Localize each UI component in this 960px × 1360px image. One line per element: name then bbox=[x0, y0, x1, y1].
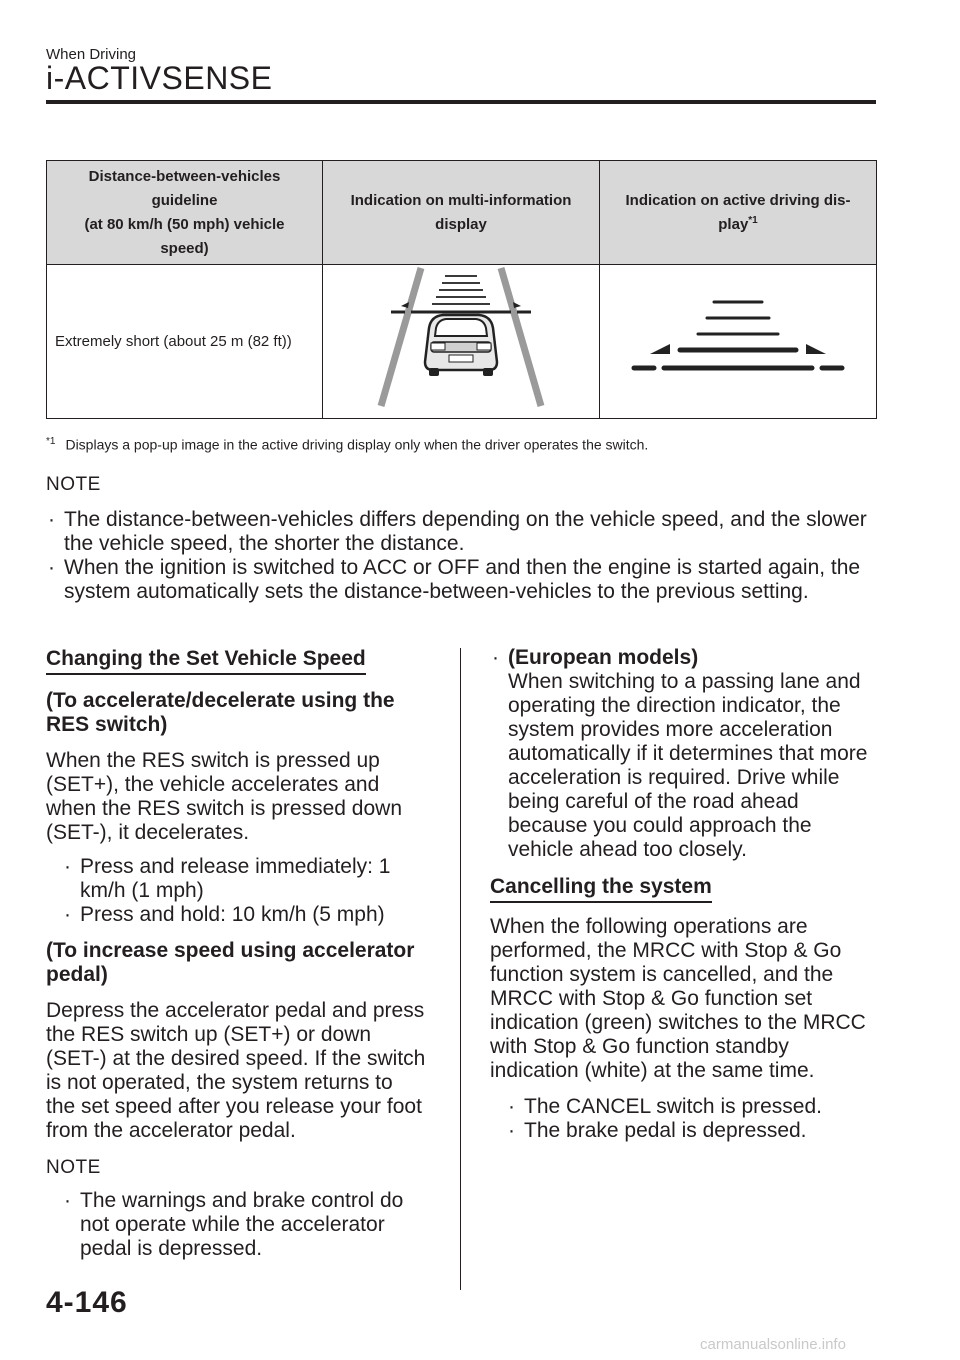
header-line: display bbox=[435, 215, 487, 233]
header-line: guideline bbox=[151, 191, 218, 209]
european-models-list bbox=[490, 646, 880, 862]
section-heading: Changing the Set Vehicle Speed bbox=[46, 646, 366, 675]
header-multi-info-display bbox=[323, 161, 600, 265]
right-column bbox=[490, 646, 880, 1143]
header-line-text: play bbox=[718, 215, 749, 233]
chapter-title: i-ACTIVSENSE bbox=[46, 60, 273, 96]
header-line bbox=[606, 213, 870, 237]
note-list bbox=[46, 1189, 426, 1261]
header-line: Indication on active driving dis- bbox=[625, 191, 851, 209]
sub-heading: (To increase speed using accelerator pedal) bbox=[46, 939, 415, 986]
distance-guideline-table bbox=[46, 160, 877, 419]
vehicle-rear-icon bbox=[425, 315, 497, 376]
watermark: carmanualsonline.info bbox=[700, 1336, 846, 1353]
paragraph: When switching to a passing lane and operating the direction indicator, the system provides more acceleration automatically if it determines that more acceleration is required. Drive while being careful of the road ahead because you could approach the vehicle ahead too closely. bbox=[508, 670, 868, 861]
footnote-text: Displays a pop-up image in the active driving display only when the driver operates the switch. bbox=[65, 436, 649, 453]
row-distance-label bbox=[47, 265, 323, 419]
footnote bbox=[46, 436, 886, 453]
header-line: Distance-between-vehicles bbox=[88, 167, 281, 185]
section-label: When Driving bbox=[46, 46, 137, 63]
header-line: (at 80 km/h (50 mph) vehicle bbox=[84, 215, 285, 233]
distance-label-text: Extremely short (about 25 m (82 ft)) bbox=[55, 332, 292, 350]
note-title: NOTE bbox=[46, 474, 101, 495]
list-item bbox=[490, 646, 880, 862]
list-item: · The CANCEL switch is pressed. bbox=[506, 1095, 880, 1119]
footnote-mark: *1 bbox=[46, 436, 56, 447]
list-item: · Press and hold: 10 km/h (5 mph) bbox=[62, 903, 426, 927]
section-heading: Cancelling the system bbox=[490, 874, 712, 903]
arrow-right-icon bbox=[806, 344, 826, 354]
column-divider bbox=[460, 648, 461, 1290]
header-line: speed) bbox=[160, 239, 209, 257]
left-column bbox=[46, 646, 426, 1261]
lane-edge-left bbox=[381, 268, 421, 406]
list-item: · Press and release immediately: 1 km/h (1 mph) bbox=[62, 855, 426, 903]
european-models-title: · (European models) bbox=[508, 646, 699, 669]
paragraph: When the RES switch is pressed up (SET+), the vehicle accelerates and when the RES switch is pressed down (SET-), it decelerates. bbox=[46, 749, 403, 844]
table-row bbox=[47, 265, 877, 419]
list-item: · When the ignition is switched to ACC or OFF and then the engine is started again, the system automatically sets the distance-between-vehicles to the previous setting. bbox=[46, 556, 868, 604]
active-driving-display-icon bbox=[628, 294, 848, 384]
header-distance-guideline bbox=[47, 161, 323, 265]
note-title: NOTE bbox=[46, 1157, 101, 1178]
row-active-driving-image bbox=[600, 265, 877, 419]
header-active-driving-display bbox=[600, 161, 877, 265]
arrow-left-icon bbox=[401, 302, 409, 308]
arrow-right-icon bbox=[513, 302, 521, 308]
cancel-conditions-list bbox=[490, 1095, 880, 1143]
list-item: · The warnings and brake control do not operate while the accelerator pedal is depressed. bbox=[62, 1189, 426, 1261]
page-number: 4-146 bbox=[46, 1286, 128, 1319]
paragraph: Depress the accelerator pedal and press the RES switch up (SET+) or down (SET-) at the desired speed. If the switch is not operated, the system returns to the set speed after you release your foot from the accelerator pedal. bbox=[46, 999, 426, 1142]
header-rule bbox=[46, 100, 876, 104]
multi-info-display-icon bbox=[361, 266, 561, 412]
lane-edge-right bbox=[501, 268, 541, 406]
list-item: · The distance-between-vehicles differs depending on the vehicle speed, and the slower the vehicle speed, the shorter the distance. bbox=[46, 508, 868, 556]
arrow-left-icon bbox=[650, 344, 670, 354]
distance-bars-icon bbox=[680, 302, 796, 350]
speed-step-list bbox=[46, 855, 426, 927]
row-multi-info-image bbox=[323, 265, 600, 419]
distance-bars-icon bbox=[432, 276, 490, 304]
sub-heading: (To accelerate/decelerate using the RES switch) bbox=[46, 689, 395, 736]
header-line: Indication on multi-information bbox=[350, 191, 572, 209]
list-item: · The brake pedal is depressed. bbox=[506, 1119, 880, 1143]
paragraph: When the following operations are performed, the MRCC with Stop & Go function system is cancelled, and the MRCC with Stop & Go function set indication (green) switches to the MRCC with Stop & Go function standby indication (white) at the same time. bbox=[490, 915, 866, 1082]
note-list bbox=[46, 508, 868, 604]
footnote-ref: *1 bbox=[748, 214, 758, 226]
table-header-row bbox=[47, 161, 877, 265]
